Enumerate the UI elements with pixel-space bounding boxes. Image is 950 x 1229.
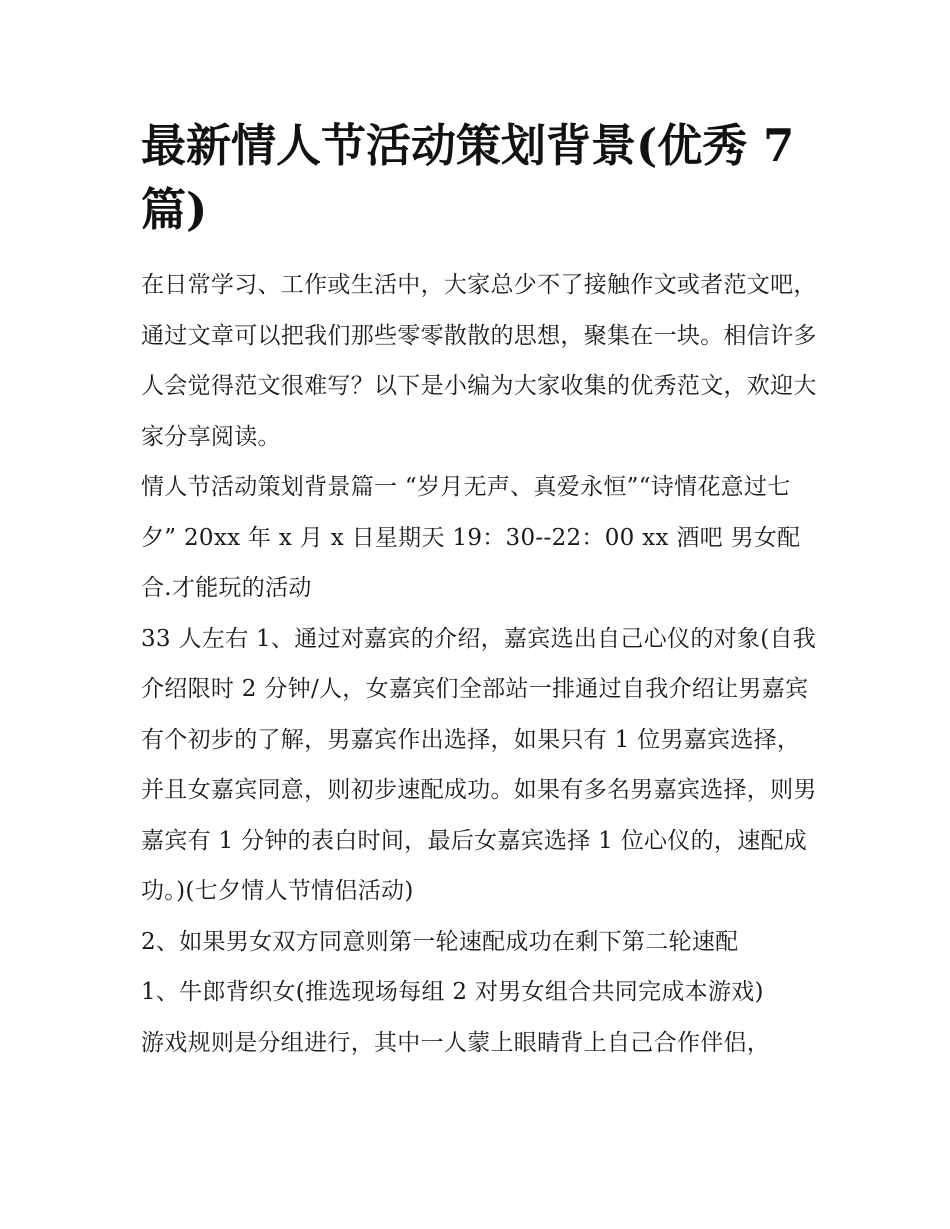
- game-title-paragraph: 1、牛郎背织女(推选现场每组 2 对男女组合共同完成本游戏): [141, 979, 764, 1005]
- activity-one-paragraph: 33 人左右 1、通过对嘉宾的介绍，嘉宾选出自己心仪的对象(自我介绍限时 2 分钟/人，女嘉宾们全部站一排通过自我介绍让男嘉宾有个初步的了解，男嘉宾作出选择，如果只有 1 位男嘉宾选择，并且女嘉宾同意，则初步速配成功。如果有多名男嘉宾选择，则男嘉宾有 1 分钟的表白时间，最后女嘉宾选择 1 位心仪的，速配成功。)(七夕情人节情侣活动): [141, 625, 817, 904]
- document-page: [141, 114, 821, 1068]
- document-body: [141, 260, 821, 1068]
- intro-paragraph: 在日常学习、工作或生活中，大家总少不了接触作文或者范文吧，通过文章可以把我们那些零零散散的思想，聚集在一块。相信许多人会觉得范文很难写？以下是小编为大家收集的优秀范文，欢迎大家分享阅读。: [141, 272, 817, 450]
- event-info-paragraph: 情人节活动策划背景篇一 “岁月无声、真爱永恒”“诗情花意过七夕” 20xx 年 x 月 x 日星期天 19：30--22：00 xx 酒吧 男女配合.才能玩的活动: [141, 474, 801, 601]
- document-title: 最新情人节活动策划背景(优秀 7 篇): [141, 119, 795, 236]
- game-rules-paragraph: 游戏规则是分组进行，其中一人蒙上眼睛背上自己合作伴侣，: [141, 1029, 771, 1056]
- second-round-paragraph: 2、如果男女双方同意则第一轮速配成功在剩下第二轮速配: [141, 928, 739, 955]
